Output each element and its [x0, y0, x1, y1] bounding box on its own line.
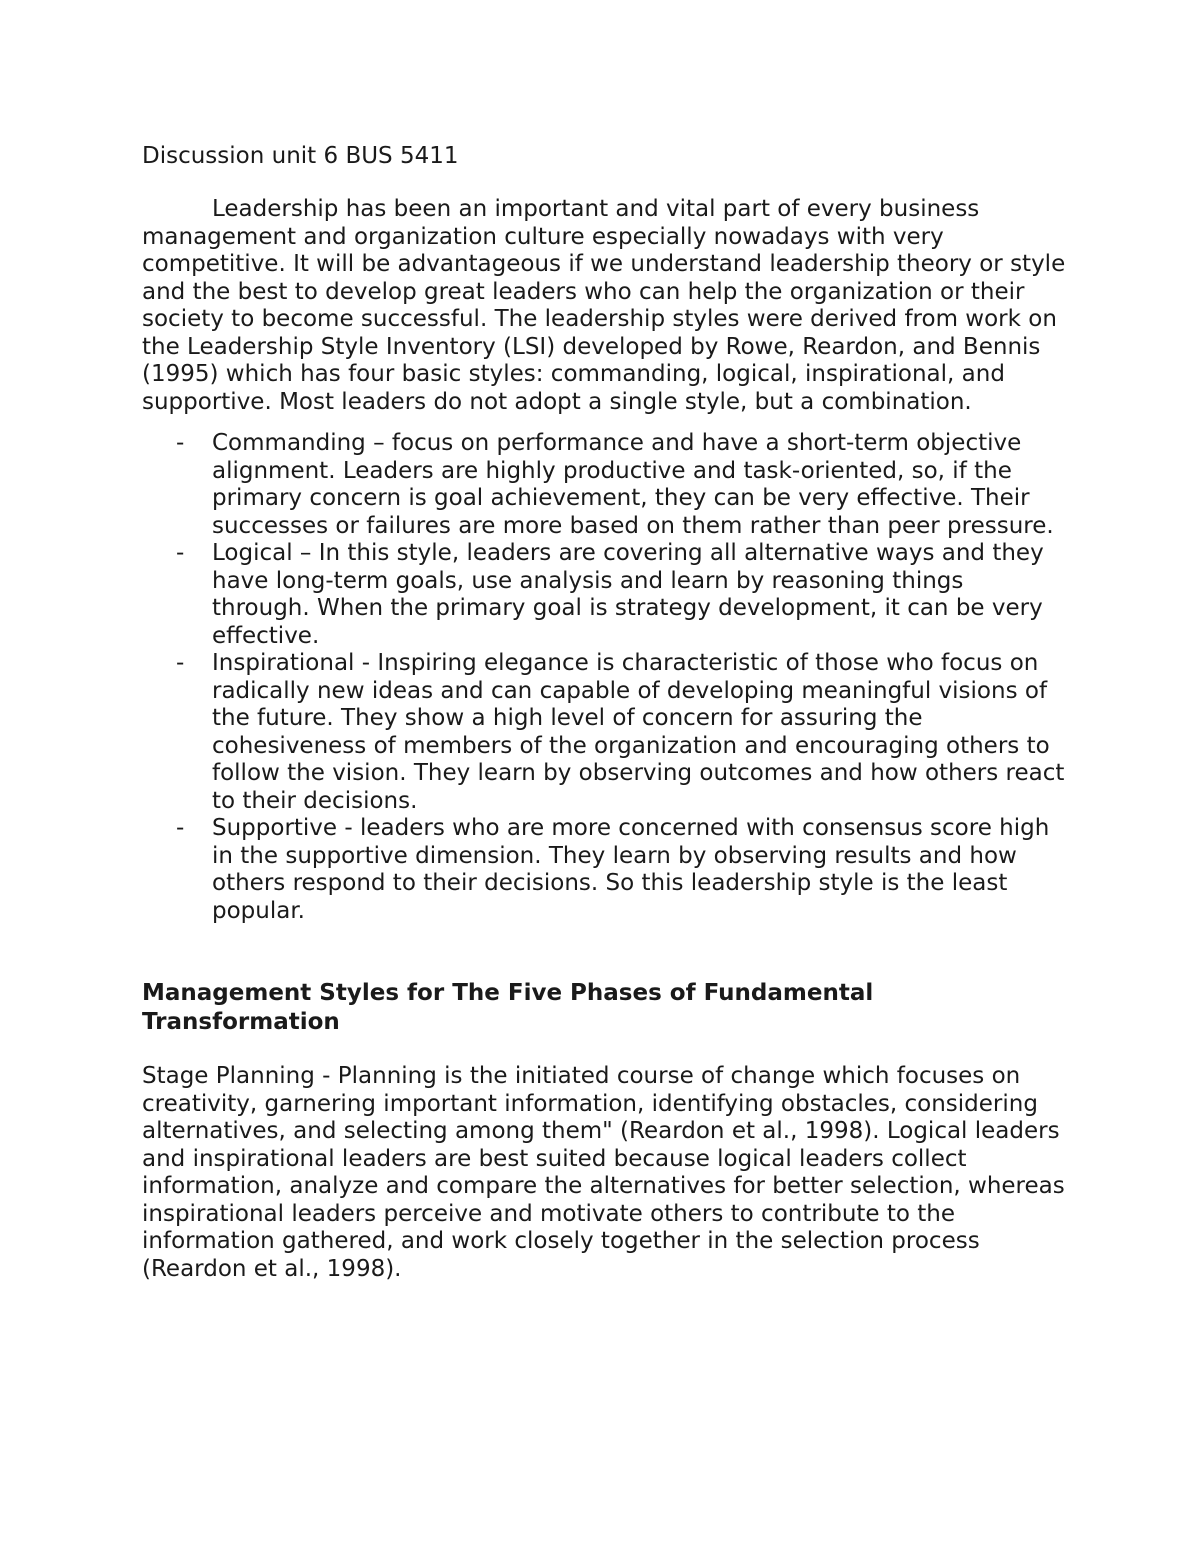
list-item-text: Commanding – focus on performance and have a short-term objective alignment. Leaders are highly productive and task-oriented, so, if the primary concern is goal achievement, they can be very effective. Their successes or failures are more based on them rather than peer pressure. — [212, 430, 1054, 539]
section-heading: Management Styles for The Five Phases of Fundamental Transformation — [142, 980, 874, 1035]
document-title: Discussion unit 6 BUS 5411 — [142, 143, 459, 169]
bullet-dash: - — [176, 430, 185, 456]
bullet-dash: - — [176, 540, 185, 566]
list-item-logical — [142, 540, 1067, 650]
list-item-text: Inspirational - Inspiring elegance is characteristic of those who focus on radically new ideas and can capable of developing meaningful visions of the future. They show a high level of concern for assuring the cohesiveness of members of the organization and encouraging others to follow the vision. They learn by observing outcomes and how others react to their decisions. — [212, 650, 1065, 814]
leadership-styles-list — [142, 430, 1067, 925]
list-item-text: Supportive - leaders who are more concerned with consensus score high in the supportive dimension. They learn by observing results and how others respond to their decisions. So this leadership style is the least popular. — [212, 815, 1050, 924]
document-body — [142, 142, 1067, 1283]
list-item-inspirational — [142, 650, 1067, 815]
bullet-dash: - — [176, 650, 185, 676]
list-item-commanding — [142, 430, 1067, 540]
bullet-dash: - — [176, 815, 185, 841]
list-item-supportive — [142, 815, 1067, 925]
list-item-text: Logical – In this style, leaders are covering all alternative ways and they have long-term goals, use analysis and learn by reasoning things through. When the primary goal is strategy development, it can be very effective. — [212, 540, 1044, 649]
section-paragraph: Stage Planning - Planning is the initiated course of change which focuses on creativity, garnering important information, identifying obstacles, considering alternatives, and selecting among them" (Reardon et al., 1998). Logical leaders and inspirational leaders are best suited because logical leaders collect information, analyze and compare the alternatives for better selection, whereas inspirational leaders perceive and motivate others to contribute to the information gathered, and work closely together in the selection process (Reardon et al., 1998). — [142, 1063, 1065, 1282]
intro-paragraph: Leadership has been an important and vital part of every business management and organization culture especially nowadays with very competitive. It will be advantageous if we understand leadership theory or style and the best to develop great leaders who can help the organization or their society to become successful. The leadership styles were derived from work on the Leadership Style Inventory (LSI) developed by Rowe, Reardon, and Bennis (1995) which has four basic styles: commanding, logical, inspirational, and supportive. Most leaders do not adopt a single style, but a combination. — [142, 196, 1066, 415]
